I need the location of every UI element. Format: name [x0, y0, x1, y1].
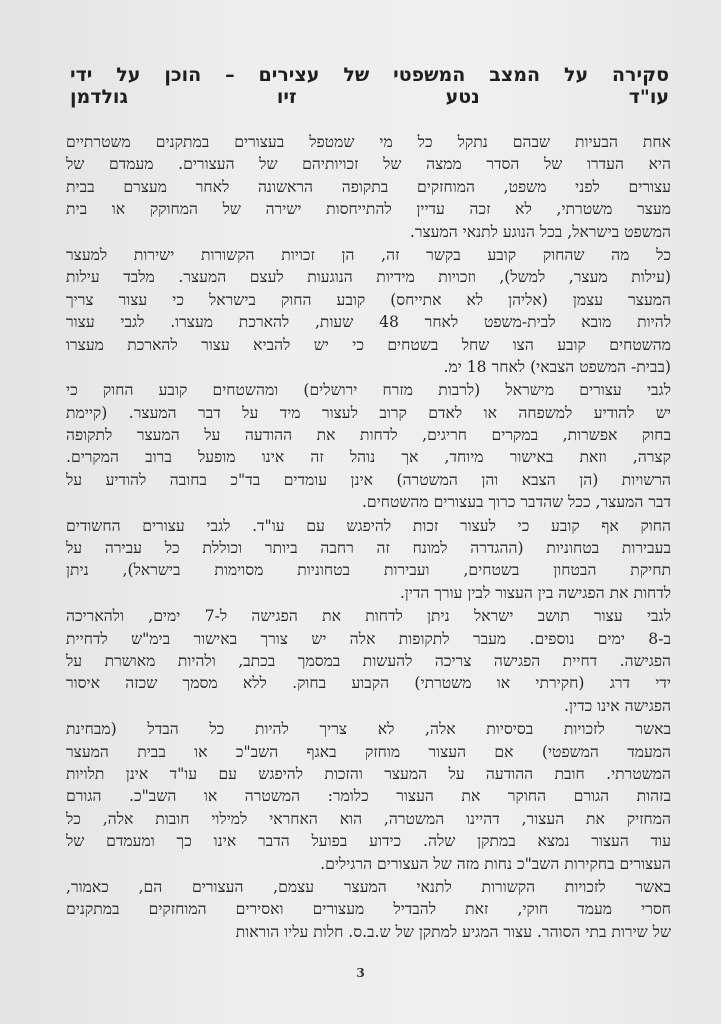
text-line: (עילות מעצר, למשל), וזכויות מידיות הנוגעות לעצם המעצר. מלבד עילות: [66, 268, 671, 287]
text-line: עוד העצור נמצא במתקן שלה. כידוע בפועל הדבר אינו כך ומעמדם של: [66, 832, 671, 851]
text-line: העצורים בחקירות השב"כ נחות מזה של העצורים הרגילים.: [320, 854, 671, 873]
document-title: [70, 64, 669, 109]
text-line: המשטרתי. חובת ההודעה על המעצר והזכות להיפגש עם עו"ד אינן תלויות: [66, 764, 671, 783]
text-line: לגבי עצורים מישראל (לרבות מזרח ירושלים) ומהשטחים קובע החוק כי: [66, 381, 671, 400]
text-line: ב-8 ימים נוספים. מעבר לתקופות אלה יש צורך באישור בימ"ש לדחיית: [66, 629, 671, 648]
text-line: יש להודיע למשפחה או לאדם קרוב לעצור מיד על דבר המעצר. (קיימת: [66, 403, 671, 422]
page-number: 3: [356, 966, 365, 980]
text-line: בחוק אפשרות, במקרים חריגים, לדחות את ההודעה על המעצר לתקופה: [66, 426, 671, 445]
text-line: באשר לזכויות הקשורות לתנאי המעצר עצמם, העצורים הם, כאמור,: [66, 877, 671, 896]
text-line: המעצר עצמן (אליהן לא אתייחס) קובע החוק בישראל כי עצור צריך: [66, 290, 671, 309]
text-line: היא העדרו של הסדר ממצה של זכויותיהם של העצורים. מעמדם של: [66, 155, 671, 174]
text-line: מהשטחים קובע הצו שחל בשטחים כי יש להביא עצור להארכת מעצרו: [66, 335, 671, 354]
paragraph: [66, 379, 671, 513]
text-line: להיות מובא לבית-משפט לאחר 48 שעות, להארכת מעצרו. לגבי עצור: [66, 313, 671, 332]
title-line: סקירה על המצב המשפטי של עצירים – הוכן על ידי: [70, 64, 669, 86]
text-line: אחת הבעיות שבהם נתקל כל מי שמטפל בעצורים במתקנים משטרתיים: [66, 133, 671, 151]
text-line: הפגישה. דחיית הפגישה צריכה להעשות במסמך בכתב, ולהיות מאושרת על: [66, 651, 671, 670]
text-line: המשפט בישראל, בכל הנוגע לתנאי המעצר.: [409, 222, 671, 241]
text-line: כל מה שהחוק קובע בקשר זה, הן זכויות הקשורות ישירות למעצר: [66, 245, 671, 264]
text-line: הרשויות (הן הצבא והן המשטרה) אינן עומדים בד"כ בחובה להודיע על: [66, 470, 671, 489]
paragraph: [66, 876, 671, 943]
text-line: בעבירות בטחוניות (ההגדרה למונח זה רחבה ביותר וכוללת כל עבירה על: [66, 539, 671, 558]
text-line: לגבי עצור תושב ישראל ניתן לדחות את הפגישה ל-7 ימים, ולהאריכה: [66, 607, 671, 626]
text-line: מעצר משטרתי, לא זכה עדיין להתייחסות ישירה של המחוקק או בית: [66, 200, 671, 219]
text-line: דבר המעצר, ככל שהדבר כרוך בעצורים מהשטחים.: [361, 493, 671, 512]
paragraph: [66, 718, 671, 875]
text-line: המעמד המשפטי) אם העצור מוחזק באגף השב"כ או בבית המעצר: [66, 742, 671, 761]
text-line: של שירות בתי הסוהר. עצור המגיע למתקן של ש.ב.ס. חלות עליו הוראות: [235, 922, 671, 941]
paragraph: [66, 244, 671, 378]
text-line: חסרי מעמד חוקי, זאת להבדיל מעצורים ואסירים המוחזקים במתקנים: [66, 900, 671, 919]
text-line: (בבית- המשפט הצבאי) לאחר 18 ימ.: [443, 357, 671, 376]
text-line: הפגישה אינו כדין.: [564, 696, 671, 715]
text-line: באשר לזכויות בסיסיות אלה, לא צריך להיות כל הבדל (מבחינת: [66, 720, 671, 739]
text-line: לדחות את הפגישה בין העצור לבין עורך הדין.: [399, 583, 671, 602]
text-line: עצורים לפני משפט, המוחזקים בתקופה הראשונה לאחר מעצרם בבית: [66, 177, 671, 196]
document-body: [66, 131, 671, 944]
text-line: בזהות הגורם החוקר את העצור כלומר: המשטרה או השב"כ. הגורם: [66, 787, 671, 806]
text-line: ידי דרג (חקירתי או משטרתי) הקבוע בחוק. ללא מסמך שכזה איסור: [66, 674, 671, 693]
text-line: קצרה, וזאת באישור מיוחד, אך נוהל זה אינו מופעל ברוב המקרים.: [66, 448, 671, 467]
paragraph: [66, 515, 671, 605]
paragraph: [66, 131, 671, 243]
paragraph: [66, 605, 671, 717]
title-line: עו"ד נטע זיו גולדמן: [70, 86, 669, 109]
text-line: החוק אף קובע כי לעצור זכות להיפגש עם עו"ד. לגבי עצורים החשודים: [66, 516, 671, 535]
text-line: המחזיק את העצור, דהיינו המשטרה, הוא האחראי למילוי חובות אלה, כל: [66, 809, 671, 828]
text-line: תחיקת הבטחון בשטחים, ועבירות בטחוניות מסוימות בישראל), ניתן: [66, 561, 671, 580]
